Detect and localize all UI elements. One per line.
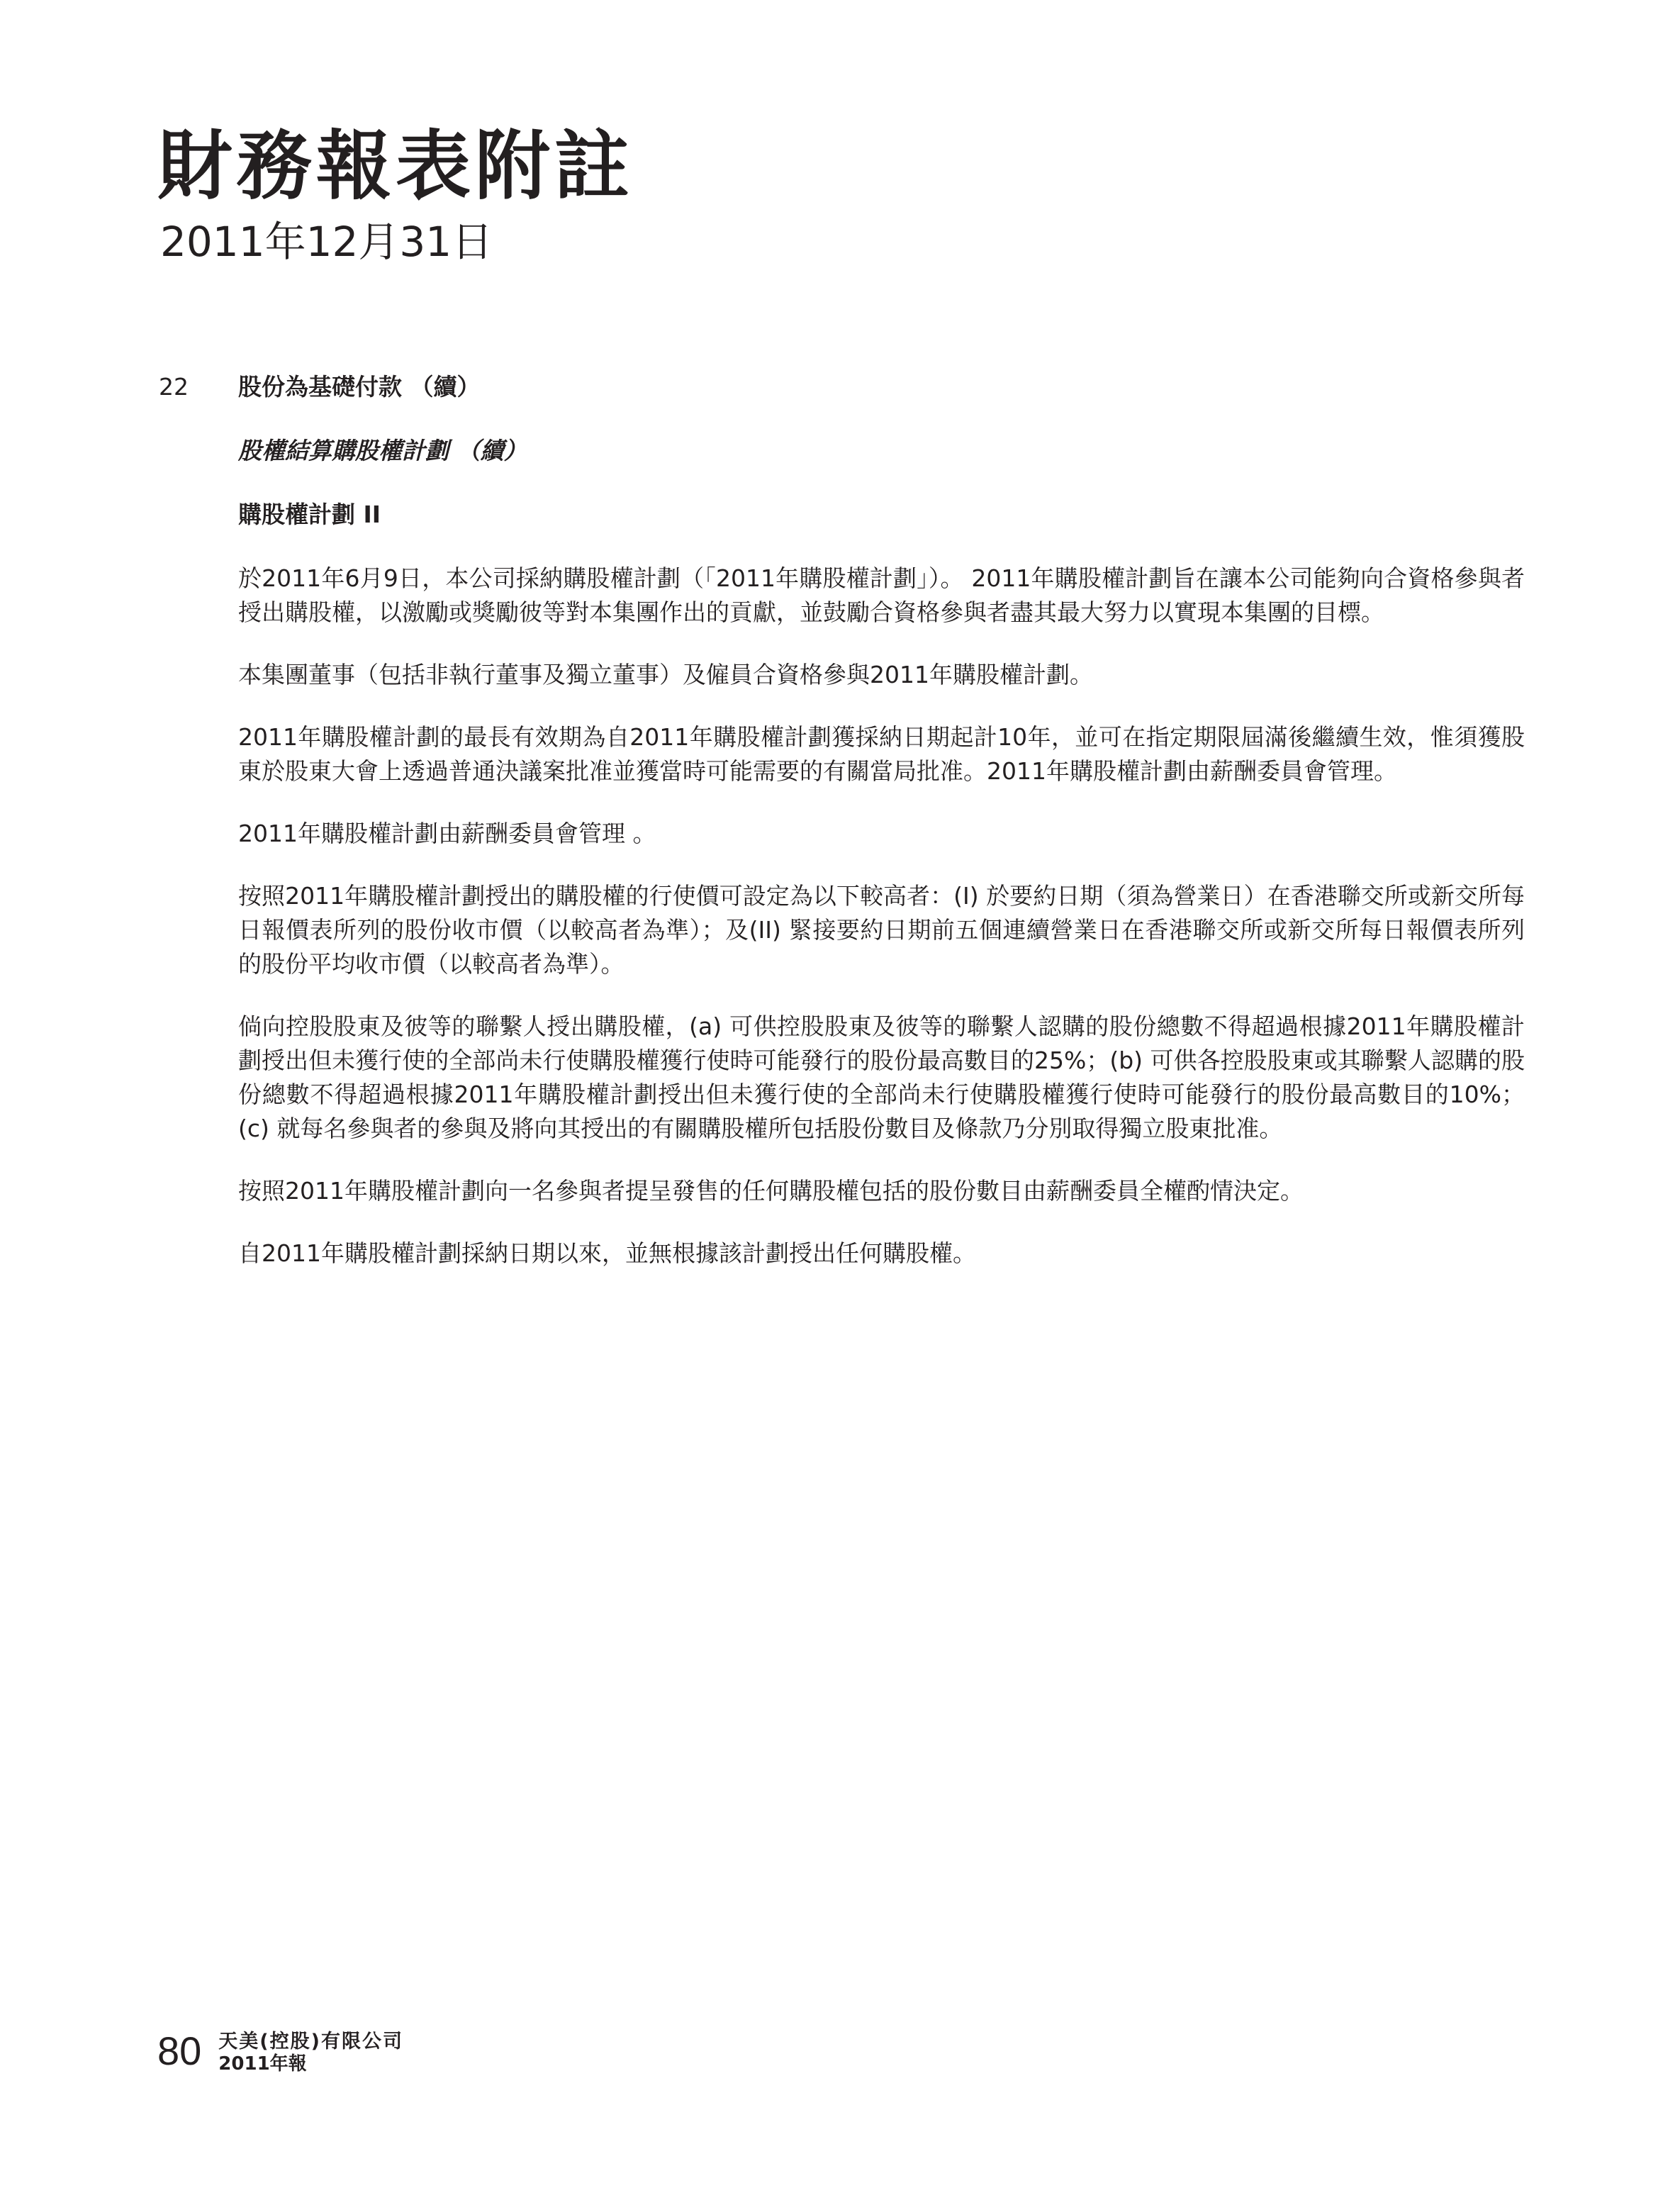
page-date: 2011年12月31日 xyxy=(160,218,493,266)
paragraph: 於2011年6月9日，本公司採納購股權計劃（「2011年購股權計劃」）。 2011年購股權計劃旨在讓本公司能夠向合資格參與者授出購股權，以激勵或獎勵彼等對本集團作出的貢獻，並鼓勵合資格參與者盡其最大努力以實現本集團的目標。 xyxy=(238,564,1525,626)
subheading: 股權結算購股權計劃 （續） xyxy=(238,437,527,464)
paragraph: 2011年購股權計劃的最長有效期為自2011年購股權計劃獲採納日期起計10年，並可在指定期限屆滿後繼續生效，惟須獲股東於股東大會上透過普通決議案批准並獲當時可能需要的有關當局批准。2011年購股權計劃由薪酬委員會管理。 xyxy=(238,723,1525,785)
report-name: 2011年報 xyxy=(218,2053,307,2075)
paragraph: 按照2011年購股權計劃授出的購股權的行使價可設定為以下較高者：(I) 於要約日期（須為營業日）在香港聯交所或新交所每日報價表所列的股份收市價（以較高者為準）；及(II) 緊接要約日期前五個連續營業日在香港聯交所或新交所每日報價表所列的股份平均收市價（以較高者為準）。 xyxy=(238,882,1525,978)
section-title: 股份為基礎付款 （續） xyxy=(238,373,481,401)
page-number: 80 xyxy=(157,2028,202,2073)
section-number: 22 xyxy=(159,373,189,401)
section-content xyxy=(238,434,1525,1299)
scheme-heading: 購股權計劃 II xyxy=(238,501,381,528)
paragraph: 本集團董事（包括非執行董事及獨立董事）及僱員合資格參與2011年購股權計劃。 xyxy=(238,661,1093,688)
page-header xyxy=(157,121,634,267)
company-name: 天美(控股)有限公司 xyxy=(218,2031,403,2053)
paragraph: 自2011年購股權計劃採納日期以來，並無根據該計劃授出任何購股權。 xyxy=(238,1239,976,1267)
paragraph: 倘向控股股東及彼等的聯繫人授出購股權，(a) 可供控股股東及彼等的聯繫人認購的股份總數不得超過根據2011年購股權計劃授出但未獲行使的全部尚未行使購股權獲行使時可能發行的股份最高數目的25%；(b) 可供各控股股東或其聯繫人認購的股份總數不得超過根據2011年購股權計劃授出但未獲行使的全部尚未行使購股權獲行使時可能發行的股份最高數目的10%；(c) 就每名參與者的參與及將向其授出的有關購股權所包括股份數目及條款乃分別取得獨立股東批准。 xyxy=(238,1012,1525,1142)
footer-text xyxy=(218,2028,403,2075)
page-title: 財務報表附註 xyxy=(157,123,634,210)
paragraph: 2011年購股權計劃由薪酬委員會管理 。 xyxy=(238,820,656,847)
page-footer xyxy=(157,2028,403,2075)
paragraph: 按照2011年購股權計劃向一名參與者提呈發售的任何購股權包括的股份數目由薪酬委員全權酌情決定。 xyxy=(238,1177,1304,1205)
